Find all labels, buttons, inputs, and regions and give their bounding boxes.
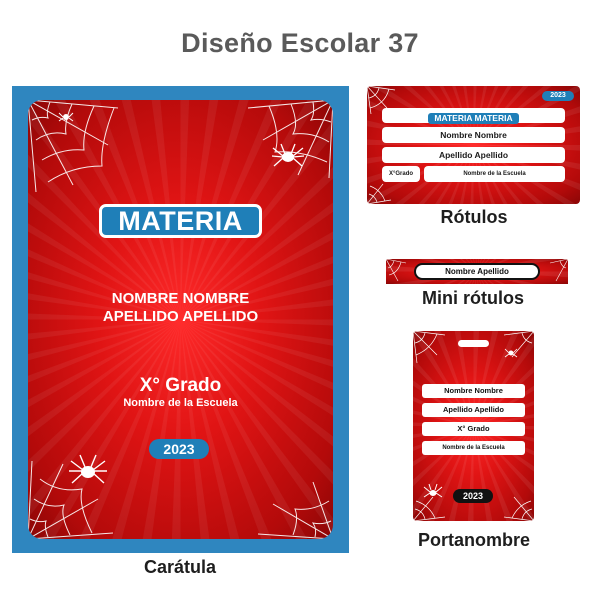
spider-web-icon bbox=[253, 479, 333, 539]
spider-icon bbox=[58, 110, 74, 124]
rotulo-materia-pill: MATERIA MATERIA bbox=[428, 113, 518, 124]
sunburst-rays bbox=[367, 86, 580, 204]
mini-rotulos-caption: Mini rótulos bbox=[422, 288, 524, 308]
rotulos-caption: Rótulos bbox=[440, 207, 508, 227]
portanombre-year-badge: 2023 bbox=[453, 489, 493, 503]
spider-web-icon bbox=[28, 100, 123, 195]
school-name: Nombre de la Escuela bbox=[123, 397, 238, 409]
mini-rotulo-card bbox=[386, 259, 568, 284]
rotulo-apellido: Apellido Apellido bbox=[382, 147, 565, 163]
materia-title: MATERIA bbox=[99, 204, 262, 238]
spider-icon bbox=[423, 483, 443, 501]
portanombre-caption: Portanombre bbox=[417, 530, 531, 550]
spider-icon bbox=[271, 142, 305, 170]
spider-icon bbox=[68, 453, 108, 487]
mini-rotulo-name: Nombre Apellido bbox=[414, 263, 540, 280]
caratula-cover bbox=[28, 100, 333, 539]
portanombre-card bbox=[413, 331, 534, 521]
rotulo-grado: X°Grado bbox=[382, 166, 420, 182]
rotulo-nombre: Nombre Nombre bbox=[382, 127, 565, 143]
spider-icon bbox=[504, 347, 518, 359]
portanombre-apellido: Apellido Apellido bbox=[422, 403, 525, 417]
page-title: Diseño Escolar 37 bbox=[181, 28, 419, 58]
portanombre-escuela: Nombre de la Escuela bbox=[422, 441, 525, 455]
spider-web-icon bbox=[548, 259, 568, 284]
rotulo-materia bbox=[382, 108, 565, 123]
year-badge: 2023 bbox=[149, 439, 209, 459]
rotulo-year-badge: 2023 bbox=[542, 91, 574, 101]
spider-web-icon bbox=[502, 491, 534, 521]
spider-web-icon bbox=[413, 331, 447, 365]
caratula-frame bbox=[12, 86, 349, 553]
portanombre-nombre: Nombre Nombre bbox=[422, 384, 525, 398]
portanombre-grado: X° Grado bbox=[422, 422, 525, 436]
caratula-caption: Carátula bbox=[143, 557, 217, 577]
grade-label: X° Grado bbox=[139, 375, 222, 396]
rotulo-card bbox=[367, 86, 580, 204]
rotulo-escuela: Nombre de la Escuela bbox=[424, 166, 565, 182]
student-name: NOMBRE NOMBRE bbox=[111, 290, 250, 307]
student-surname: APELLIDO APELLIDO bbox=[102, 308, 259, 325]
spider-web-icon bbox=[386, 259, 408, 284]
lanyard-slot bbox=[458, 340, 489, 347]
